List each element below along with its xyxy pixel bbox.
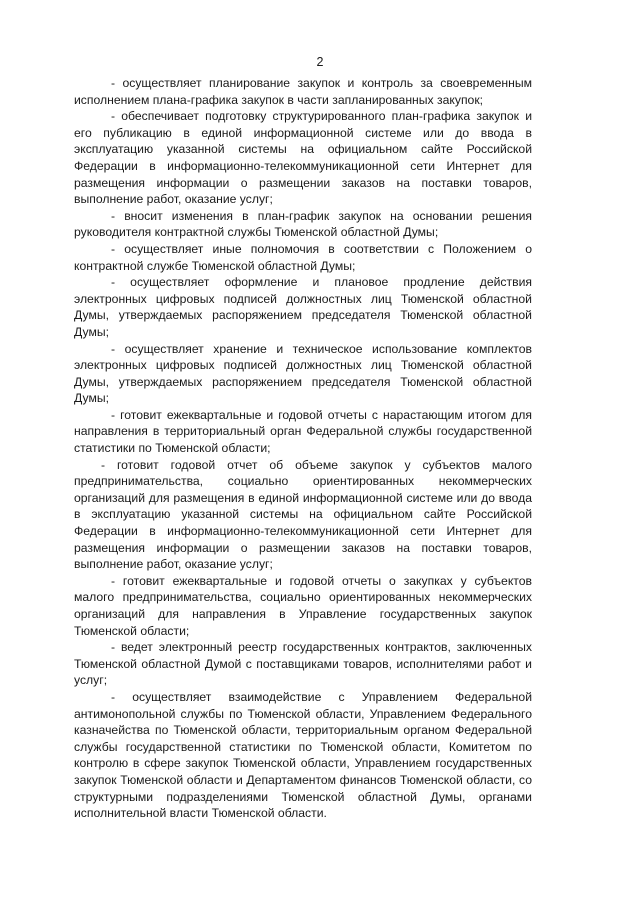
paragraph-quarterly-small-business-report: - готовит ежеквартальные и годовой отчеты о закупках у субъектов малого предпринимательства, социально ориентированных некоммерческих организаций для направления в Управление государственных закупок Тюменской области; bbox=[74, 573, 532, 638]
page-number: 2 bbox=[316, 55, 324, 69]
paragraph-planning: - осуществляет планирование закупок и контроль за своевременным исполнением плана-графика закупок в части запланированных закупок; bbox=[74, 76, 532, 107]
paragraph-schedule-changes: - вносит изменения в план-график закупок на основании решения руководителя контрактной службы Тюменской областной Думы; bbox=[74, 208, 532, 240]
paragraph-signature-renewal: - осуществляет оформление и плановое продление действия электронных цифровых подписей должностных лиц Тюменской областной Думы, утверждаемых распоряжением председателя Тюменской областной Думы; bbox=[74, 275, 532, 339]
paragraph-annual-small-business-report: - готовит годовой отчет об объеме закупок у субъектов малого предпринимательства, социально ориентированных некоммерческих организаций для размещения в единой информационной системе или до ввода в эксплуатацию указанной системы на официальном сайте Российской Федерации в информационно-телекоммуникационной сети Интернет для размещения информации о размещении заказов на поставки товаров, выполнение работ, оказание услуг; bbox=[74, 457, 532, 572]
paragraph-statistics-reports: - готовит ежеквартальные и годовой отчеты с нарастающим итогом для направления в территориальный орган Федеральной службы государственной статистики по Тюменской области; bbox=[74, 407, 532, 456]
paragraph-other-powers: - осуществляет иные полномочия в соответствии с Положением о контрактной службе Тюменской областной Думы; bbox=[74, 241, 532, 273]
paragraph-contract-registry: - ведет электронный реестр государственных контрактов, заключенных Тюменской областной Думой с поставщиками товаров, исполнителями работ и услуг; bbox=[74, 640, 532, 688]
paragraph-interaction: - осуществляет взаимодействие с Управлением Федеральной антимонопольной службы по Тюменской области, Управлением Федерального казначейства по Тюменской области, территориальным органом Федеральной службы государственной статистики по Тюменской области, Комитетом по контролю в сфере закупок Тюменской области, Управлением государственных закупок Тюменской области и Департаментом финансов Тюменской области, со структурными подразделениями Тюменской областной Думы, органами исполнительной власти Тюменской области. bbox=[74, 689, 532, 821]
document-body bbox=[74, 75, 532, 822]
paragraph-signature-storage: - осуществляет хранение и техническое использование комплектов электронных цифровых подписей должностных лиц Тюменской областной Думы, утверждаемых распоряжением председателя Тюменской областной Думы; bbox=[74, 341, 532, 406]
paragraph-schedule-publication: - обеспечивает подготовку структурированного план-графика закупок и его публикацию в единой информационной системе или до ввода в эксплуатацию указанной системы на официальном сайте Российской Федерации в информационно-телекоммуникационной сети Интернет для размещения информации о размещении заказов на поставки товаров, выполнение работ, оказание услуг; bbox=[74, 109, 532, 207]
